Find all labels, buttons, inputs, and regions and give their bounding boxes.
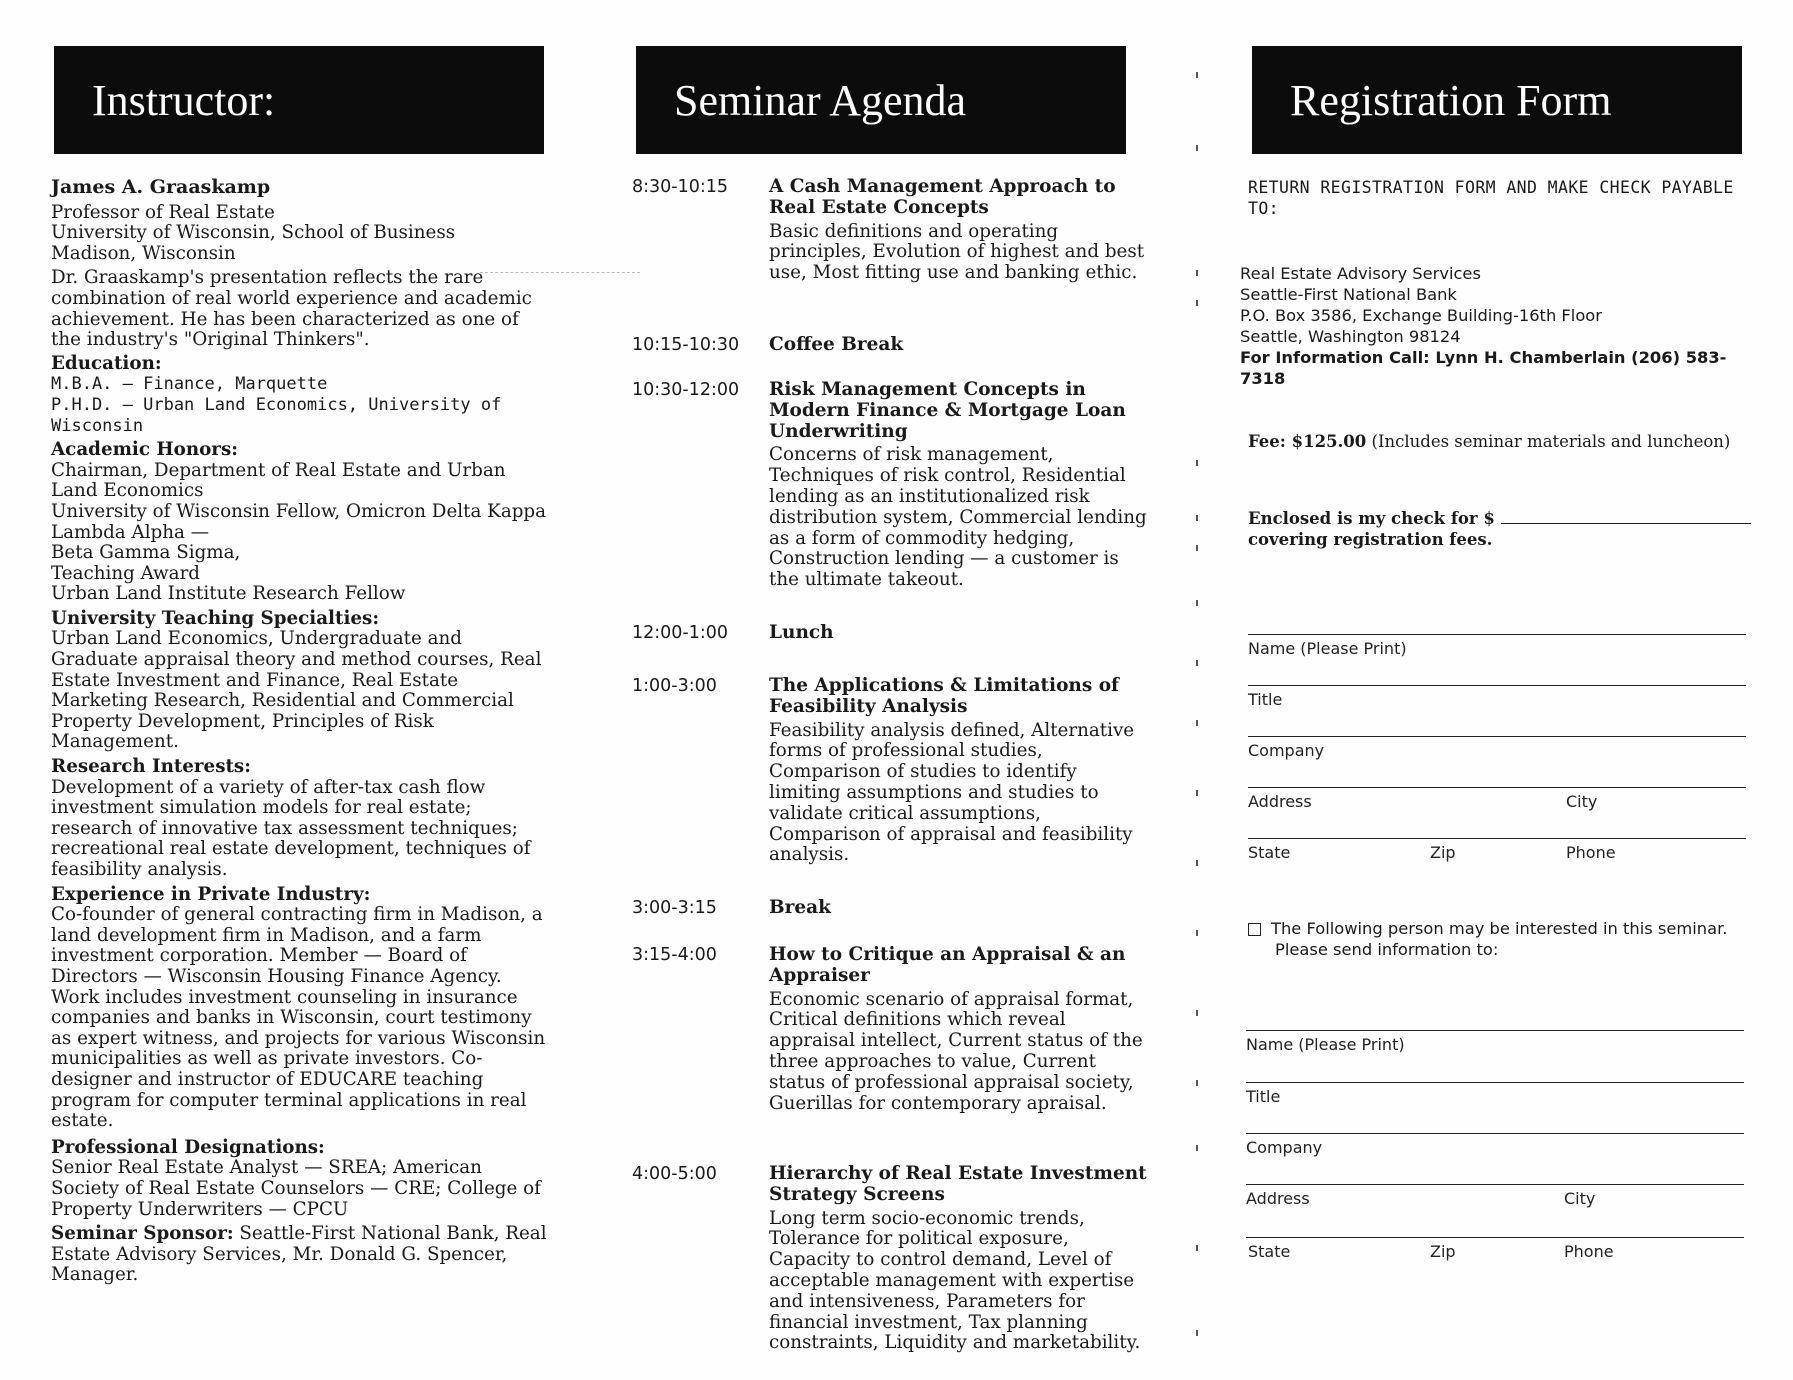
experience-text: Co-founder of general contracting firm in Madison, a land development firm in Madison, and a farm investment corporation. Member — Board of Directors — Wisconsin Housing Finance Agency. Work includes investment counseling in insurance companies and banks in Wisconsin, court testimony as expert witness, and projects for various Wisconsin municipalities as well as private investors. Co-designer and instructor of EDUCARE teaching program for computer terminal applications in real estate.: [51, 904, 546, 1132]
check-line2: covering registration fees.: [1248, 530, 1493, 549]
ref-name-field[interactable]: [1246, 1030, 1744, 1031]
agenda-title: Lunch: [769, 622, 834, 643]
payee-address: [1240, 263, 1760, 389]
agenda-time: 1:00-3:00: [632, 676, 717, 696]
sponsor-text: Seattle-First National Bank, Real Estate Advisory Services, Mr. Donald G. Spencer, Manager.: [51, 1223, 547, 1286]
title-label: Title: [1248, 690, 1283, 709]
ref-company-field[interactable]: [1246, 1133, 1744, 1134]
agenda-desc: Concerns of risk management, Techniques of risk control, Residential lending as an institutionalized risk distribution system, Commercial lending as a form of commodity hedging, Construction lending — a customer is the ultimate takeout.: [769, 444, 1147, 591]
ref-address-label: Address: [1246, 1189, 1310, 1208]
instructor-bio: Dr. Graaskamp's presentation reflects the rare combination of real world experience and academic achievement. He has been characterized as one of the industry's "Original Thinkers".: [51, 267, 532, 351]
ref-zip-label: Zip: [1430, 1242, 1456, 1261]
agenda-title: The Applications & Limitations of Feasibility Analysis: [769, 675, 1120, 717]
name-field[interactable]: [1248, 634, 1746, 635]
education-heading: Education:: [51, 352, 162, 374]
ref-address-field[interactable]: [1246, 1184, 1744, 1185]
address-line: P.O. Box 3586, Exchange Building-16th Floor: [1240, 306, 1602, 325]
zip-label: Zip: [1430, 843, 1456, 862]
fee-note: (Includes seminar materials and luncheon): [1371, 432, 1731, 451]
title-field[interactable]: [1248, 685, 1746, 686]
designations-text: Senior Real Estate Analyst — SREA; American Society of Real Estate Counselors — CRE; College of Property Underwriters — CPCU: [51, 1157, 541, 1220]
honor-item: University of Wisconsin Fellow, Omicron Delta Kappa: [51, 500, 547, 522]
agenda-title: Break: [769, 897, 831, 918]
agenda-desc: Feasibility analysis defined, Alternative forms of professional studies, Comparison of studies to identify limiting assumptions and studies to validate critical assumptions, Comparison of appraisal and feasibility analysis.: [769, 719, 1135, 866]
designations-heading: Professional Designations:: [51, 1136, 325, 1158]
interest-note: [1248, 918, 1768, 960]
agenda-title: Coffee Break: [769, 334, 904, 355]
ref-name-label: Name (Please Print): [1246, 1035, 1405, 1054]
research-text: Development of a variety of after-tax cash flow investment simulation models for real estate; research of innovative tax assessment techniques; recreational real estate development, techniques of feasibility analysis.: [51, 776, 531, 880]
education-item: P.H.D. — Urban Land Economics, University of Wisconsin: [51, 394, 502, 436]
ref-title-label: Title: [1246, 1087, 1281, 1106]
agenda-text: [769, 898, 1149, 919]
agenda-time: 8:30-10:15: [632, 177, 729, 197]
agenda-desc: Economic scenario of appraisal format, Critical definitions which reveal appraisal intellect, Current status of the three approaches to value, Current status of professional appraisal society, Guerillas for contemporary apraisal.: [769, 988, 1143, 1114]
teaching-text: Urban Land Economics, Undergraduate and Graduate appraisal theory and method courses, Real Estate Investment and Finance, Real Estate Marketing Research, Residential and Commercial Property Development, Principles of Risk Management.: [51, 628, 542, 753]
fee-line: [1248, 432, 1768, 451]
agenda-title: How to Critique an Appraisal & an Appraiser: [769, 944, 1126, 986]
honor-item: Chairman, Department of Real Estate and Urban Land Economics: [51, 459, 506, 502]
check-line1: Enclosed is my check for $: [1248, 509, 1495, 528]
agenda-time: 3:15-4:00: [632, 945, 717, 965]
agenda-time: 3:00-3:15: [632, 898, 717, 918]
instructor-name: James A. Graaskamp: [51, 176, 271, 198]
instructor-title-line: Madison, Wisconsin: [51, 242, 236, 264]
agenda-desc: Long term socio-economic trends, Tolerance for political exposure, Capacity to control demand, Level of acceptable management with expertise and intensiveness, Parameters for financial investment, Tax planning constraints, Liquidity and marketability.: [769, 1207, 1141, 1354]
agenda-time: 10:15-10:30: [632, 335, 740, 355]
interest-line1: The Following person may be interested in this seminar.: [1271, 919, 1728, 938]
address-line: Seattle-First National Bank: [1240, 285, 1457, 304]
address-field[interactable]: [1248, 787, 1746, 788]
check-amount-field[interactable]: [1501, 523, 1751, 524]
honor-item: Urban Land Institute Research Fellow: [51, 583, 406, 605]
ref-city-label: City: [1564, 1189, 1596, 1208]
instructor-header: Instructor:: [54, 46, 544, 154]
agenda-title: A Cash Management Approach to Real Estate Concepts: [769, 176, 1116, 218]
agenda-header: Seminar Agenda: [636, 46, 1126, 154]
city-label: City: [1566, 792, 1598, 811]
registration-intro: RETURN REGISTRATION FORM AND MAKE CHECK PAYABLE TO:: [1248, 178, 1734, 218]
ref-state-label: State: [1248, 1242, 1291, 1261]
teaching-heading: University Teaching Specialties:: [51, 607, 380, 629]
agenda-text: [769, 335, 1149, 356]
company-field[interactable]: [1248, 736, 1746, 737]
state-zip-phone-field[interactable]: [1248, 838, 1746, 839]
interest-checkbox[interactable]: [1248, 923, 1261, 936]
agenda-text: [769, 945, 1149, 1114]
address-line: Seattle, Washington 98124: [1240, 327, 1461, 346]
instructor-title-line: University of Wisconsin, School of Business: [51, 222, 456, 244]
ref-state-zip-phone-field[interactable]: [1246, 1237, 1744, 1238]
state-label: State: [1248, 843, 1291, 862]
agenda-text: [769, 1164, 1149, 1354]
sponsor-heading: Seminar Sponsor:: [51, 1223, 234, 1245]
name-label: Name (Please Print): [1248, 639, 1407, 658]
interest-line2: Please send information to:: [1275, 940, 1499, 959]
honor-item: Teaching Award: [51, 562, 201, 584]
fee-label: Fee: $125.00: [1248, 432, 1367, 451]
agenda-text: [769, 380, 1149, 591]
instructor-title-line: Professor of Real Estate: [51, 201, 275, 223]
fold-marks: [1196, 0, 1202, 1380]
agenda-title: Risk Management Concepts in Modern Finance & Mortgage Loan Underwriting: [769, 379, 1126, 442]
instructor-body: [51, 177, 551, 1286]
info-line: For Information Call: Lynn H. Chamberlain (206) 583-7318: [1240, 348, 1727, 388]
agenda-text: [769, 623, 1149, 644]
experience-heading: Experience in Private Industry:: [51, 883, 371, 905]
honor-item: Lambda Alpha —: [51, 521, 210, 543]
ref-phone-label: Phone: [1564, 1242, 1614, 1261]
agenda-time: 4:00-5:00: [632, 1164, 717, 1184]
agenda-text: [769, 676, 1149, 866]
education-item: M.B.A. — Finance, Marquette: [51, 374, 328, 395]
agenda-time: 12:00-1:00: [632, 623, 729, 643]
honors-heading: Academic Honors:: [51, 439, 238, 461]
ref-title-field[interactable]: [1246, 1082, 1744, 1083]
registration-header: Registration Form: [1252, 46, 1742, 154]
research-heading: Research Interests:: [51, 756, 251, 778]
honor-item: Beta Gamma Sigma,: [51, 542, 241, 564]
address-label: Address: [1248, 792, 1312, 811]
sponsor-paragraph: [51, 1224, 551, 1286]
ref-company-label: Company: [1246, 1138, 1323, 1157]
agenda-time: 10:30-12:00: [632, 380, 740, 400]
company-label: Company: [1248, 741, 1325, 760]
agenda-title: Hierarchy of Real Estate Investment Strategy Screens: [769, 1163, 1147, 1205]
agenda-desc: Basic definitions and operating principles, Evolution of highest and best use, Most fitting use and banking ethic.: [769, 220, 1145, 284]
address-line: Real Estate Advisory Services: [1240, 264, 1481, 283]
agenda-text: [769, 177, 1149, 284]
check-statement: [1248, 508, 1768, 550]
phone-label: Phone: [1566, 843, 1616, 862]
